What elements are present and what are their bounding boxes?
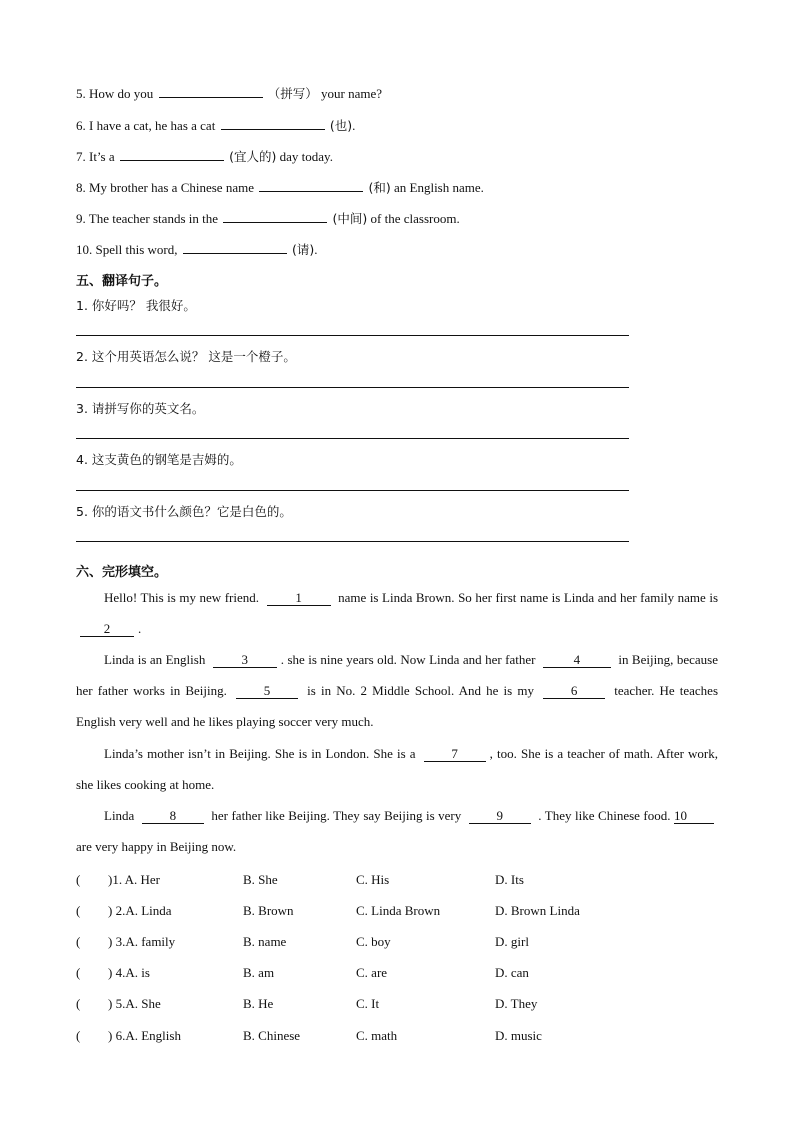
passage-text: Hello! This is my new friend. bbox=[104, 590, 260, 605]
passage-text: Linda is an English bbox=[104, 652, 206, 667]
hint-text: (中间) bbox=[332, 211, 368, 226]
item-text: an English name. bbox=[394, 180, 484, 195]
answer-paren[interactable]: ( bbox=[76, 903, 81, 918]
option-b: B. name bbox=[243, 934, 287, 949]
hint-text: （拼写） bbox=[267, 86, 318, 101]
translate-item: 1. 你好吗？ 我很好。 bbox=[76, 298, 196, 313]
item-text: . bbox=[314, 242, 318, 257]
answer-blank[interactable] bbox=[259, 178, 363, 192]
answer-line[interactable] bbox=[76, 438, 629, 439]
translate-item: 3. 请拼写你的英文名。 bbox=[76, 401, 205, 416]
answer-blank[interactable] bbox=[221, 116, 325, 130]
hint-text: (也) bbox=[329, 118, 353, 133]
option-a: ) 6.A. English bbox=[108, 1028, 181, 1043]
passage-text: name is Linda Brown. So her first name is Linda and her family name is bbox=[338, 590, 719, 605]
item-text: 9. The teacher stands in the bbox=[76, 211, 218, 226]
option-b: B. Brown bbox=[243, 903, 294, 918]
passage-text: teacher. He teaches English very well and he likes playing soccer very much. bbox=[76, 683, 719, 729]
passage-text: in Beijing, because her father works in Beijing. bbox=[76, 652, 719, 698]
option-row bbox=[76, 872, 716, 892]
option-d: D. girl bbox=[495, 934, 529, 949]
cloze-paragraph bbox=[76, 582, 718, 644]
cloze-gap[interactable]: 8 bbox=[142, 809, 204, 824]
fill-blank-item bbox=[76, 178, 484, 196]
option-c: C. boy bbox=[356, 934, 391, 949]
option-row bbox=[76, 996, 716, 1016]
answer-line[interactable] bbox=[76, 541, 629, 542]
option-d: D. music bbox=[495, 1028, 542, 1043]
hint-text: (和) bbox=[368, 180, 391, 195]
cloze-paragraph bbox=[76, 644, 718, 737]
option-c: C. are bbox=[356, 965, 388, 980]
fill-blank-item bbox=[76, 209, 460, 227]
item-text: 8. My brother has a Chinese name bbox=[76, 180, 254, 195]
item-text: of the classroom. bbox=[370, 211, 460, 226]
item-text: 7. It’s a bbox=[76, 149, 115, 164]
option-a: )1. A. Her bbox=[108, 872, 160, 887]
translate-item: 5. 你的语文书什么颜色？它是白色的。 bbox=[76, 504, 292, 519]
option-a: ) 5.A. She bbox=[108, 996, 161, 1011]
passage-text: her father like Beijing. They say Beijing is very bbox=[211, 808, 462, 823]
cloze-gap[interactable]: 7 bbox=[424, 747, 486, 762]
cloze-gap[interactable]: 4 bbox=[543, 653, 611, 668]
cloze-gap[interactable]: 10 bbox=[674, 809, 714, 824]
translate-item: 4. 这支黄色的钢笔是吉姆的。 bbox=[76, 452, 242, 467]
passage-text: , too. She is a teacher of math. After work, she likes cooking at home. bbox=[76, 746, 719, 792]
answer-paren[interactable]: ( bbox=[76, 965, 81, 980]
answer-blank[interactable] bbox=[120, 147, 224, 161]
hint-text: (宜人的) bbox=[229, 149, 277, 164]
passage-text: is in No. 2 Middle School. And he is my bbox=[307, 683, 534, 698]
cloze-paragraph bbox=[76, 738, 718, 800]
cloze-gap[interactable]: 2 bbox=[80, 622, 134, 637]
option-row bbox=[76, 965, 716, 985]
option-row bbox=[76, 934, 716, 954]
passage-text: . she is nine years old. Now Linda and her father bbox=[280, 652, 536, 667]
option-c: C. His bbox=[356, 872, 390, 887]
cloze-gap[interactable]: 6 bbox=[543, 684, 605, 699]
translate-item: 2. 这个用英语怎么说？ 这是一个橙子。 bbox=[76, 349, 296, 364]
option-b: B. Chinese bbox=[243, 1028, 301, 1043]
option-row bbox=[76, 903, 716, 923]
passage-text: Linda’s mother isn’t in Beijing. She is in London. She is a bbox=[104, 746, 416, 761]
item-text: . bbox=[352, 118, 356, 133]
option-c: C. math bbox=[356, 1028, 398, 1043]
fill-blank-item bbox=[76, 147, 333, 165]
answer-paren[interactable]: ( bbox=[76, 934, 81, 949]
option-d: D. They bbox=[495, 996, 538, 1011]
option-a: ) 3.A. family bbox=[108, 934, 176, 949]
answer-paren[interactable]: ( bbox=[76, 996, 81, 1011]
option-a: ) 2.A. Linda bbox=[108, 903, 172, 918]
answer-line[interactable] bbox=[76, 490, 629, 491]
answer-blank[interactable] bbox=[183, 240, 287, 254]
answer-paren[interactable]: ( bbox=[76, 1028, 81, 1043]
passage-text: are very happy in Beijing now. bbox=[76, 839, 237, 854]
option-row bbox=[76, 1028, 716, 1048]
item-text: day today. bbox=[279, 149, 333, 164]
item-text: your name? bbox=[321, 86, 383, 101]
cloze-paragraph bbox=[76, 800, 718, 862]
cloze-gap[interactable]: 5 bbox=[236, 684, 298, 699]
option-c: C. It bbox=[356, 996, 380, 1011]
option-d: D. Its bbox=[495, 872, 524, 887]
answer-paren[interactable]: ( bbox=[76, 872, 81, 887]
option-b: B. She bbox=[243, 872, 278, 887]
item-text: 10. Spell this word, bbox=[76, 242, 178, 257]
cloze-gap[interactable]: 9 bbox=[469, 809, 531, 824]
fill-blank-item bbox=[76, 116, 355, 134]
fill-blank-item bbox=[76, 240, 318, 258]
item-text: 6. I have a cat, he has a cat bbox=[76, 118, 216, 133]
answer-line[interactable] bbox=[76, 335, 629, 336]
answer-blank[interactable] bbox=[159, 84, 263, 98]
answer-line[interactable] bbox=[76, 387, 629, 388]
passage-text: Linda bbox=[104, 808, 135, 823]
option-d: D. Brown Linda bbox=[495, 903, 580, 918]
answer-blank[interactable] bbox=[223, 209, 327, 223]
option-d: D. can bbox=[495, 965, 529, 980]
cloze-gap[interactable]: 1 bbox=[267, 591, 331, 606]
option-b: B. He bbox=[243, 996, 274, 1011]
item-text: 5. How do you bbox=[76, 86, 154, 101]
option-c: C. Linda Brown bbox=[356, 903, 441, 918]
passage-text: . They like Chinese food. bbox=[538, 808, 671, 823]
option-b: B. am bbox=[243, 965, 275, 980]
passage-text: . bbox=[138, 621, 142, 636]
fill-blank-item bbox=[76, 84, 382, 102]
option-a: ) 4.A. is bbox=[108, 965, 150, 980]
hint-text: (请) bbox=[291, 242, 315, 257]
cloze-gap[interactable]: 3 bbox=[213, 653, 277, 668]
section-heading: 六、完形填空。 bbox=[76, 565, 168, 580]
section-heading: 五、翻译句子。 bbox=[76, 274, 168, 289]
